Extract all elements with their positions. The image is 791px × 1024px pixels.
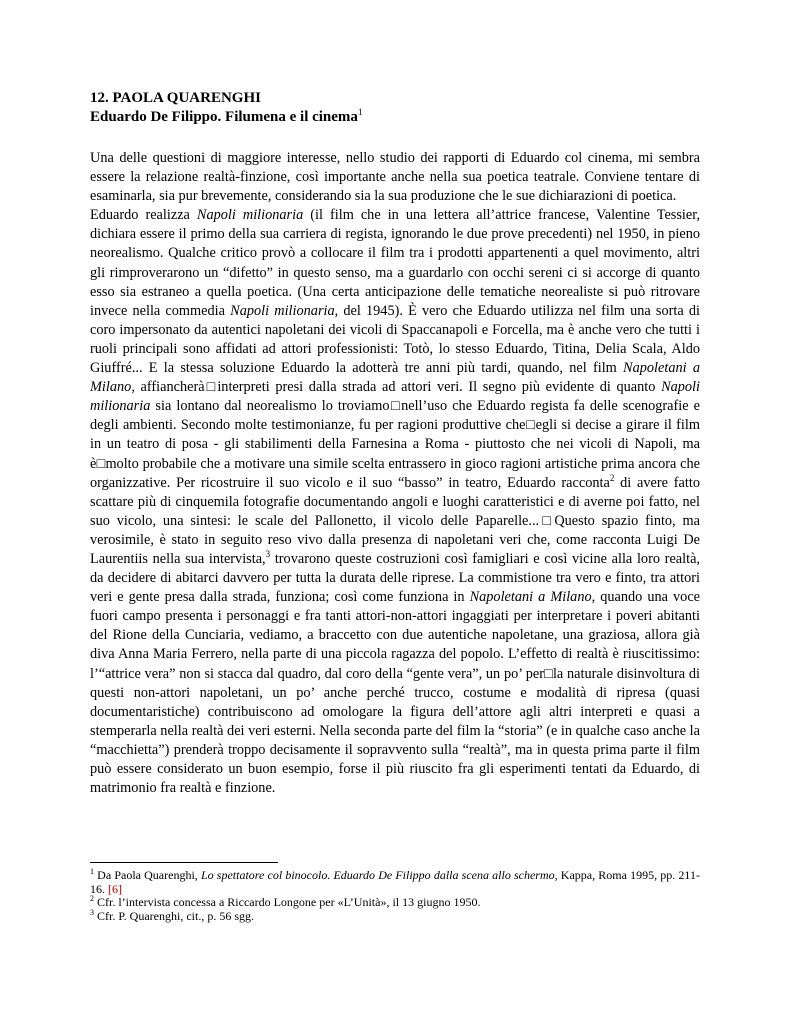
footnote-number: 2 — [90, 894, 94, 903]
text-run: sia lontano dal neorealismo lo troviamo□nell’uso che Eduardo regista fa delle scenografie e degli ambienti. Secondo molte testimonianze, fu per ragioni produttive che□egli si decise a girare il film in un teatro di posa - gli stabilimenti della Farnesina a Roma - piuttosto che nei vicoli di Napoli, ma è□molto probabile che a motivare una simile scelta entrassero in gioco ragioni artistiche prima ancora che organizzative. Per ricostruire il suo vicolo e il suo “basso” in teatro, Eduardo racconta — [90, 398, 700, 491]
footnote-text: , Kappa, Roma 1995, pp. 211-16. — [90, 868, 700, 896]
paragraph-1: Una delle questioni di maggiore interesse, nello studio dei rapporti di Eduardo col cinema, mi sembra essere la relazione realtà-finzione, così importante anche nella sua poetica teatrale. Conviene tentare di esaminarla, sia pur brevemente, considerando sia la sua produzione che le sue dichiarazioni di poetica. — [90, 150, 700, 205]
footnote-marker-2[interactable]: 2 — [609, 472, 615, 483]
text-run: trovarono queste costruzioni così famigliari e così vicine alla loro realtà, da decidere di abitarci davvero per tutta la durata delle riprese. La commistione tra vero e finto, tra attori veri e gente presa dalla strada, funziona; così come funziona in — [90, 550, 700, 606]
chapter-title: 12. PAOLA QUARENGHI — [90, 90, 261, 106]
film-title: Napoletani a Milano — [469, 589, 592, 606]
footnote-marker-1[interactable]: 1 — [357, 107, 363, 117]
subtitle-text: Eduardo De Filippo. Filumena e il cinema — [90, 109, 358, 125]
footnote-text: Cfr. l’intervista concessa a Riccardo Longone per «L’Unità», il 13 giugno 1950. — [94, 895, 481, 909]
paragraph-2 — [90, 206, 700, 798]
text-run: di avere fatto scattare più di cinquemila fotografie documentando angoli e luoghi caratteristici e di averne poi fatto, nel suo vicolo, una sintesi: le scale del Pallonetto, il vicolo delle Paparelle...□Questo spazio finto, ma verosimile, è stato in seguito reso vivo dalla presenza di napoletani veri che, come racconta Luigi De Laurentiis nella sua intervista, — [90, 474, 700, 567]
footnotes — [90, 869, 700, 923]
body-text — [90, 149, 700, 798]
footnote-marker-3[interactable]: 3 — [265, 549, 271, 560]
footnote-3 — [90, 907, 700, 924]
text-run: Eduardo realizza — [90, 207, 197, 224]
film-title: Napoli milionaria — [90, 379, 700, 415]
text-run: , quando una voce fuori campo presenta i personaggi e fra tanti attori-non-attori ingaggiati per interpretare i poveri abitanti del Rione della Cunciaria, vediamo, a braccetto con due autentiche napoletane, una graziosa, allora già diva Anna Maria Ferrero, nella parte di una piccola ragazza del popolo. L’effetto di realtà è riuscitissimo: l’“attrice vera” non si stacca dal quadro, dal coro della “gente vera”, un po’ per□la naturale disinvoltura di questi non-attori napoletani, un po’ anche perché trucco, costume e modalità di ripresa (quasi documentaristiche) contribuiscono ad omologare la figura dell’attore agli altri interpreti e quasi a stemperarla nella realtà dei veri esterni. Nella seconda parte del film la “storia” (e in qualche caso anche la “macchietta”) prenderà troppo decisamente il sopravvento sulla “realtà”, ma in questa prima parte il film può essere considerato un buon esempio, forse il più riuscito fra gli esperimenti tentati da Eduardo, di matrimonio fra realtà e finzione. — [90, 589, 701, 797]
reference-link[interactable]: [6] — [108, 881, 122, 896]
footnote-separator — [90, 862, 278, 863]
play-title: Napoli milionaria — [230, 302, 335, 319]
footnote-number: 1 — [90, 867, 94, 876]
text-run: , del 1945). È vero che Eduardo utilizza nel film una sorta di coro impersonato da autentici napoletani dei vicoli di Spaccanapoli e Forcella, ma è anche vero che tutti i ruoli principali sono affidati ad attori professionisti: Totò, lo stesso Eduardo, Titina, Delia Scala, Aldo Giuffré... E la stessa soluzione Eduardo la adotterà tre anni più tardi, quando, nel film — [90, 302, 700, 377]
film-title: Napoletani a Milano — [90, 360, 700, 396]
text-run: , affiancherà□interpreti presi dalla strada ad attori veri. Il segno più evidente di quanto — [131, 379, 662, 396]
book-title: Lo spettatore col binocolo. Eduardo De Filippo dalla scena allo schermo — [200, 868, 555, 882]
text-run: (il film che in una lettera all’attrice francese, Valentine Tessier, dichiara essere il primo della sua carriera di regista, ignorando le due prove precedenti) nel 1950, in pieno neorealismo. Qualche critico provò a collocare il film tra i prodotti appartenenti a quel movimento, altri gli rimproverarono un “difetto” in questo senso, ma a guardarlo con occhi sereni ci si accorge di quanto esso sia estraneo a quella poetica. (Una certa anticipazione delle tematiche neorealiste si può ritrovare invece nella commedia — [90, 207, 701, 319]
footnote-2 — [90, 896, 700, 910]
film-title: Napoli milionaria — [196, 207, 304, 224]
document-page — [90, 89, 700, 798]
footnote-text: Da Paola Quarenghi, — [94, 868, 201, 882]
chapter-subtitle — [90, 108, 700, 127]
footnote-1 — [90, 869, 700, 896]
footnote-number: 3 — [90, 907, 94, 917]
footnote-text: Cfr. P. Quarenghi, cit., p. 56 sgg. — [94, 908, 254, 923]
